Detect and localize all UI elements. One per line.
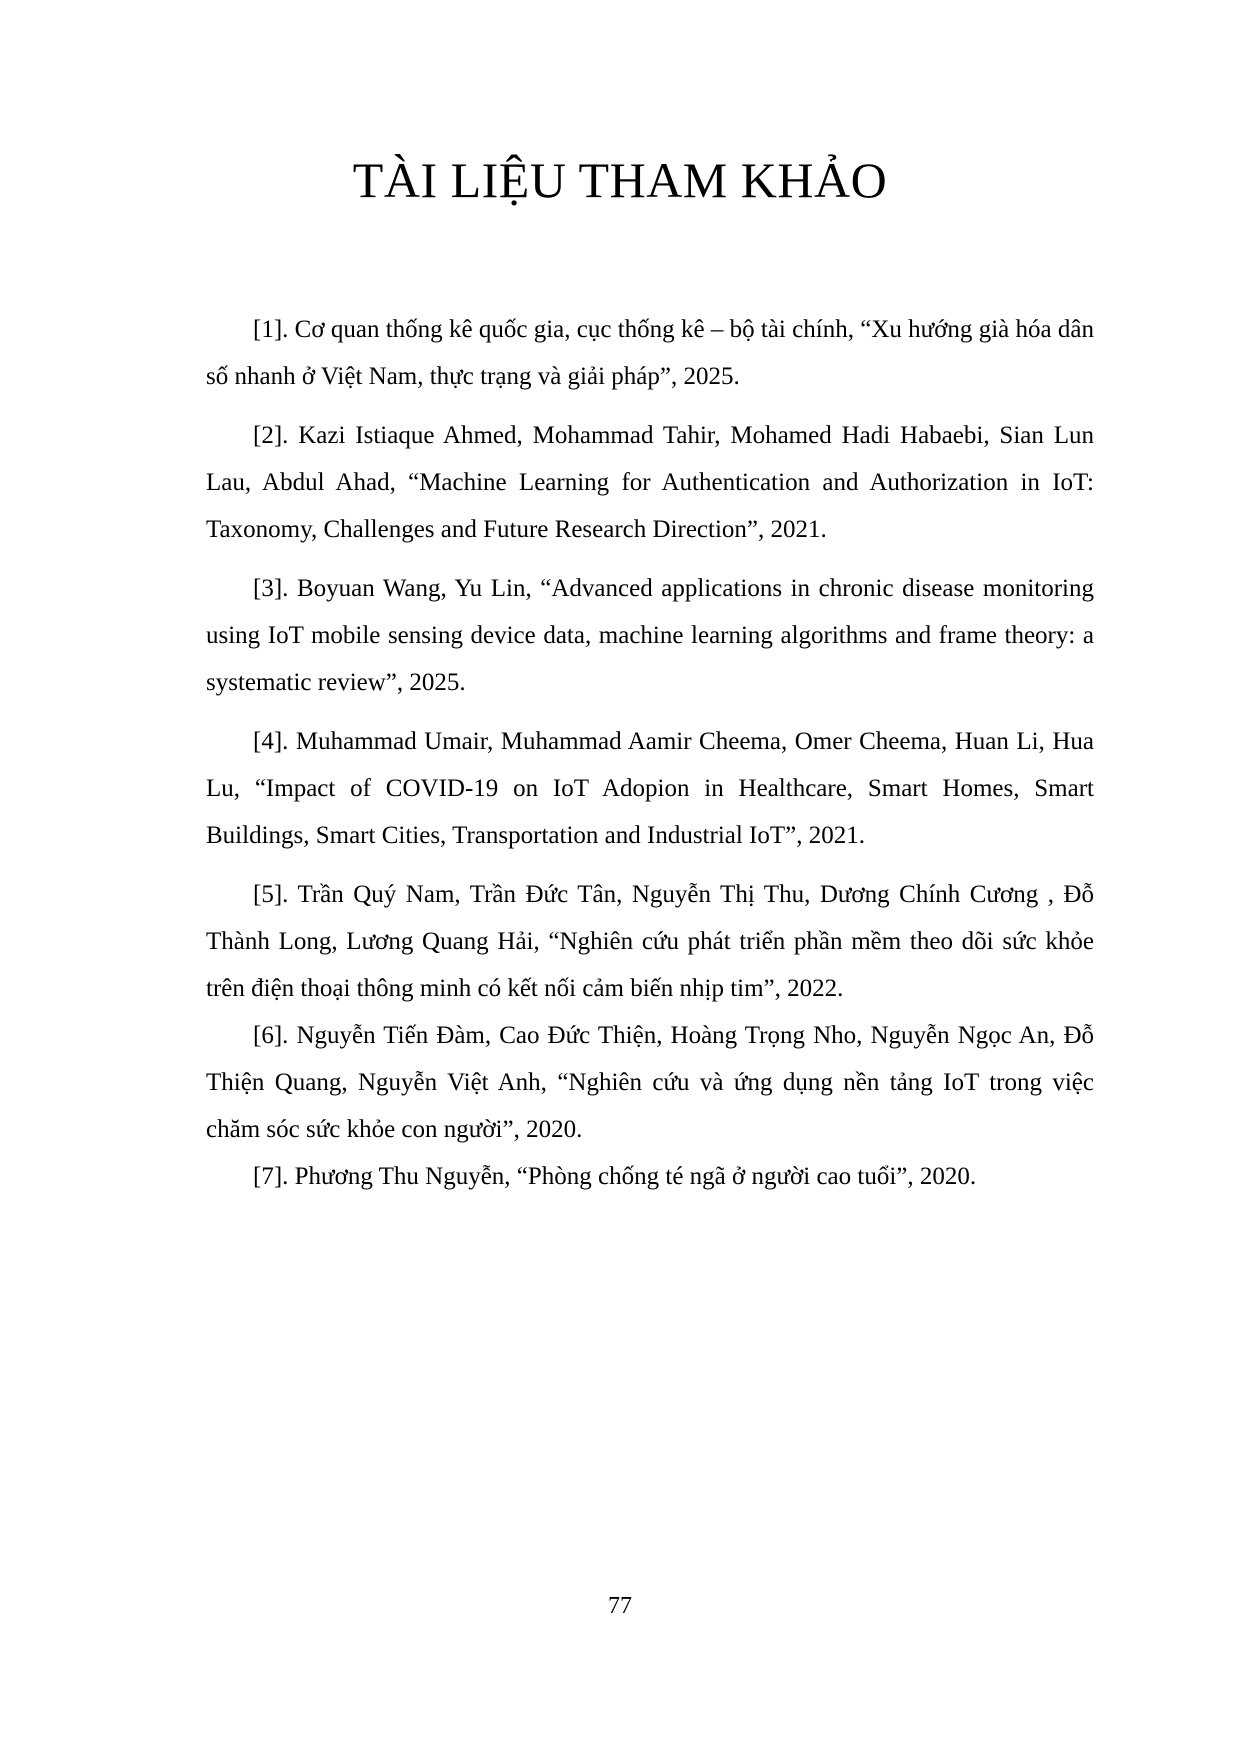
reference-item-7: [7]. Phương Thu Nguyễn, “Phòng chống té ngã ở người cao tuổi”, 2020. [253,1163,977,1190]
reference-item-3: [3]. Boyuan Wang, Yu Lin, “Advanced applications in chronic disease monitoring using IoT mobile sensing device data, machine learning algorithms and frame theory: a systematic review”, 2025. [206,575,1094,696]
reference-list [206,306,1094,1200]
reference-item-5: [5]. Trần Quý Nam, Trần Đức Tân, Nguyễn Thị Thu, Dương Chính Cương , Đỗ Thành Long, Lương Quang Hải, “Nghiên cứu phát triển phần mềm theo dõi sức khỏe trên điện thoại thông minh có kết nối cảm biến nhịp tim”, 2022. [206,881,1094,1002]
reference-item-1: [1]. Cơ quan thống kê quốc gia, cục thống kê – bộ tài chính, “Xu hướng già hóa dân số nhanh ở Việt Nam, thực trạng và giải pháp”, 2025. [206,316,1094,390]
page-number: 77 [608,1593,632,1619]
page-title: TÀI LIỆU THAM KHẢO [352,152,888,208]
reference-item-2: [2]. Kazi Istiaque Ahmed, Mohammad Tahir, Mohamed Hadi Habaebi, Sian Lun Lau, Abdul Ahad, “Machine Learning for Authentication and Authorization in IoT: Taxonomy, Challenges and Future Research Direction”, 2021. [206,422,1094,543]
reference-item-6: [6]. Nguyễn Tiến Đàm, Cao Đức Thiện, Hoàng Trọng Nho, Nguyễn Ngọc An, Đỗ Thiện Quang, Nguyễn Việt Anh, “Nghiên cứu và ứng dụng nền tảng IoT trong việc chăm sóc sức khỏe con người”, 2020. [206,1022,1094,1143]
reference-item-4: [4]. Muhammad Umair, Muhammad Aamir Cheema, Omer Cheema, Huan Li, Hua Lu, “Impact of COVID-19 on IoT Adopion in Healthcare, Smart Homes, Smart Buildings, Smart Cities, Transportation and Industrial IoT”, 2021. [206,728,1094,849]
